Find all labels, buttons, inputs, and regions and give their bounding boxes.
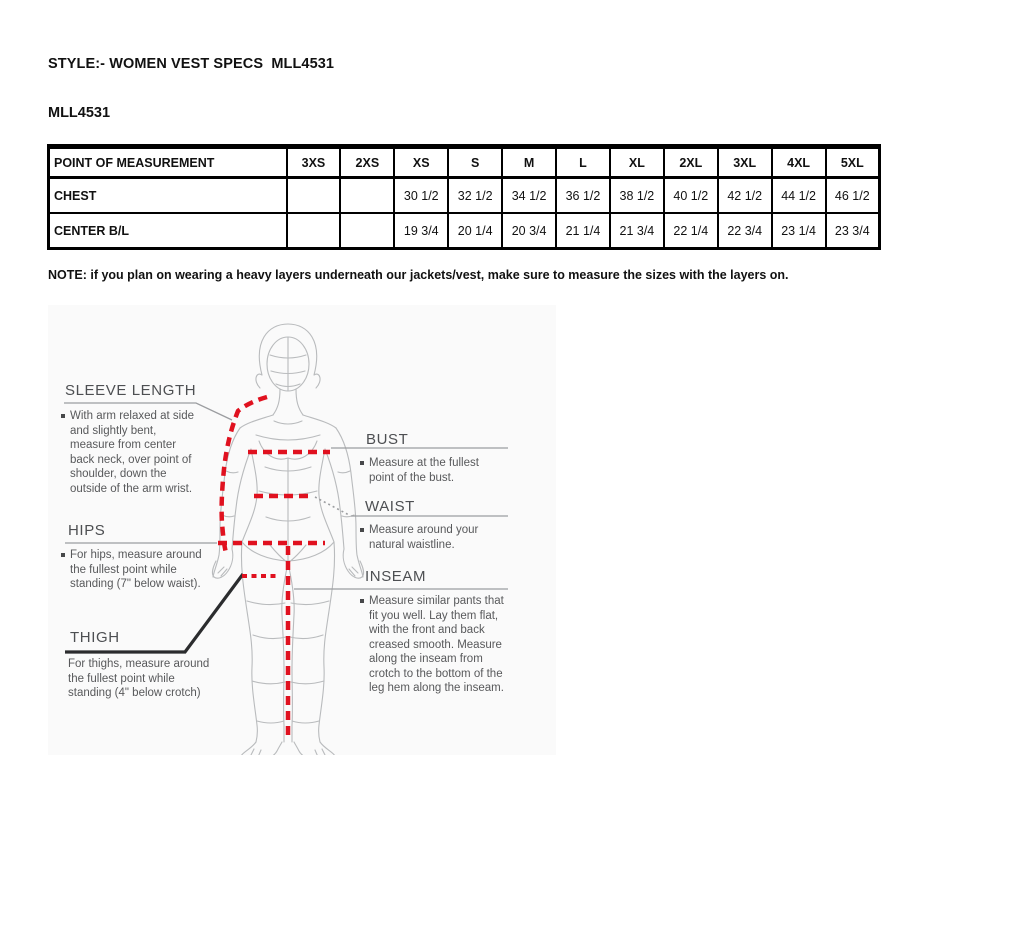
table-cell bbox=[340, 213, 394, 249]
table-cell: 40 1/2 bbox=[664, 178, 718, 214]
bust-description: Measure at the fullest point of the bust. bbox=[369, 457, 479, 484]
table-cell: 20 1/4 bbox=[448, 213, 502, 249]
bust-body bbox=[360, 456, 500, 485]
hips-body bbox=[61, 548, 206, 592]
table-cell: 22 3/4 bbox=[718, 213, 772, 249]
bullet-icon bbox=[61, 414, 65, 418]
table-cell: 19 3/4 bbox=[394, 213, 448, 249]
table-cell: 22 1/4 bbox=[664, 213, 718, 249]
hips-heading: HIPS bbox=[68, 522, 106, 539]
waist-body bbox=[360, 523, 500, 552]
section-sleeve-length bbox=[65, 382, 196, 399]
table-cell: 32 1/2 bbox=[448, 178, 502, 214]
table-cell: 21 1/4 bbox=[556, 213, 610, 249]
column-header: XS bbox=[394, 147, 448, 178]
column-header: 3XS bbox=[287, 147, 341, 178]
waist-leader-line bbox=[315, 497, 349, 515]
section-waist bbox=[365, 498, 415, 515]
figure-wireframe bbox=[213, 324, 364, 755]
table-cell: 34 1/2 bbox=[502, 178, 556, 214]
table-cell: 21 3/4 bbox=[610, 213, 664, 249]
bullet-icon bbox=[360, 528, 364, 532]
table-cell: 20 3/4 bbox=[502, 213, 556, 249]
column-header: POINT OF MEASUREMENT bbox=[49, 147, 287, 178]
section-bust bbox=[366, 431, 408, 448]
row-label: CHEST bbox=[49, 178, 287, 214]
bullet-icon bbox=[61, 553, 65, 557]
column-header: 2XS bbox=[340, 147, 394, 178]
bullet-icon bbox=[360, 461, 364, 465]
column-header: 5XL bbox=[826, 147, 880, 178]
bullet-icon bbox=[360, 599, 364, 603]
table-cell bbox=[340, 178, 394, 214]
section-inseam bbox=[365, 568, 426, 585]
table-row bbox=[49, 178, 880, 214]
thigh-body bbox=[68, 657, 218, 701]
style-code: MLL4531 bbox=[48, 105, 111, 121]
measurement-table bbox=[47, 144, 881, 250]
table-cell: 46 1/2 bbox=[826, 178, 880, 214]
size-spec-table bbox=[47, 144, 881, 250]
table-cell: 30 1/2 bbox=[394, 178, 448, 214]
table-cell: 36 1/2 bbox=[556, 178, 610, 214]
sleeve-length-heading: SLEEVE LENGTH bbox=[65, 382, 197, 399]
sleeve-length-body bbox=[61, 409, 195, 496]
column-header: M bbox=[502, 147, 556, 178]
column-header: 4XL bbox=[772, 147, 826, 178]
hips-description: For hips, measure around the fullest point while standing (7" below waist). bbox=[70, 549, 202, 590]
column-header: 3XL bbox=[718, 147, 772, 178]
table-cell bbox=[287, 178, 341, 214]
sleeve-measure-line bbox=[222, 397, 267, 553]
waist-heading: WAIST bbox=[365, 498, 415, 515]
thigh-description: For thighs, measure around the fullest point while standing (4" below crotch) bbox=[68, 658, 210, 699]
page-title: STYLE:- WOMEN VEST SPECS MLL4531 bbox=[48, 56, 335, 72]
column-header: S bbox=[448, 147, 502, 178]
bust-heading: BUST bbox=[366, 431, 409, 448]
section-thigh bbox=[70, 629, 120, 646]
column-header: 2XL bbox=[664, 147, 718, 178]
table-cell: 38 1/2 bbox=[610, 178, 664, 214]
inseam-heading: INSEAM bbox=[365, 568, 427, 585]
table-cell bbox=[287, 213, 341, 249]
table-header-row bbox=[49, 147, 880, 178]
inseam-body bbox=[360, 594, 510, 696]
measurement-guide-panel bbox=[48, 305, 556, 755]
column-header: XL bbox=[610, 147, 664, 178]
thigh-heading: THIGH bbox=[70, 629, 120, 646]
table-row bbox=[49, 213, 880, 249]
table-cell: 23 1/4 bbox=[772, 213, 826, 249]
table-cell: 42 1/2 bbox=[718, 178, 772, 214]
row-label: CENTER B/L bbox=[49, 213, 287, 249]
inseam-description: Measure similar pants that fit you well. Lay them flat, with the front and back creased smooth. Measure along the inseam from crotch to the bottom of the leg hem along the inseam. bbox=[369, 595, 504, 694]
section-hips bbox=[68, 522, 105, 539]
note-text: NOTE: if you plan on wearing a heavy layers underneath our jackets/vest, make sure to measure the sizes with the layers on. bbox=[48, 268, 789, 282]
table-cell: 44 1/2 bbox=[772, 178, 826, 214]
sleeve-length-description: With arm relaxed at side and slightly bent, measure from center back neck, over point of shoulder, down the outside of the arm wrist. bbox=[70, 410, 194, 495]
waist-description: Measure around your natural waistline. bbox=[369, 524, 479, 551]
table-cell: 23 3/4 bbox=[826, 213, 880, 249]
column-header: L bbox=[556, 147, 610, 178]
